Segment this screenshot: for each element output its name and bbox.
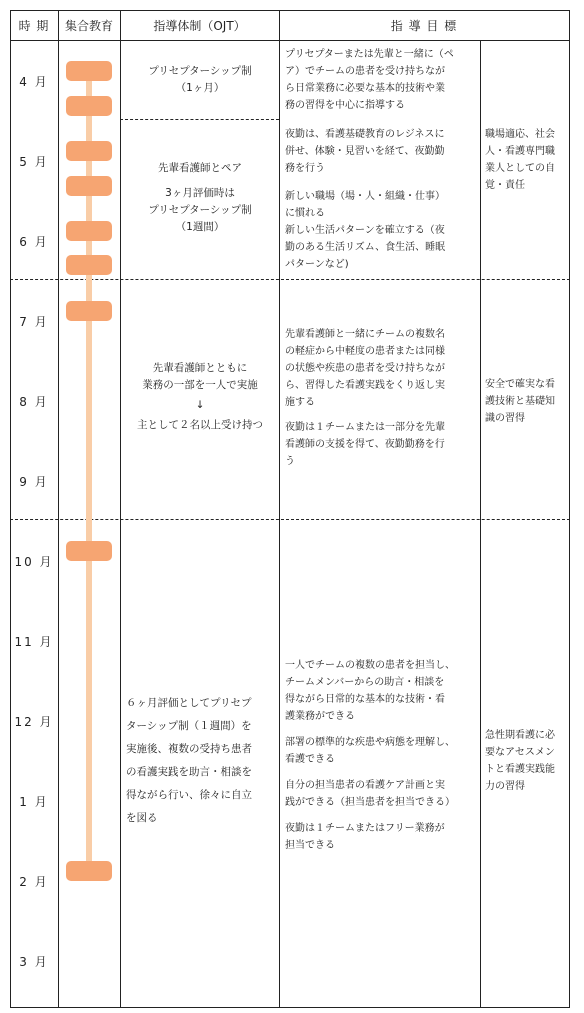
text-line: 一人でチームの複数の患者を担当し、 xyxy=(285,660,455,671)
goal-block-1 xyxy=(285,46,477,114)
text-line: 護業務ができる xyxy=(285,711,355,722)
goal-block-4 xyxy=(285,657,479,854)
text-line: 務の習得を中心に指導する xyxy=(285,100,405,111)
month-label: 4 月 xyxy=(19,75,49,89)
text-line: 護技術と基礎知 xyxy=(485,396,555,407)
col-divider-4 xyxy=(480,40,481,1008)
month-label: 5 月 xyxy=(19,155,49,169)
text-line: の軽症から中軽度の患者または同様 xyxy=(285,346,445,357)
objective-block-2 xyxy=(485,376,567,427)
text-line: 新しい生活パターンを確立する（夜 xyxy=(285,225,445,236)
month-label: 7 月 xyxy=(19,315,49,329)
month-label: 6 月 xyxy=(19,235,49,249)
text-line: チームメンバーからの助言・相談を xyxy=(285,677,445,688)
text-line: 得ながら日常的な基本的な技術・看 xyxy=(285,694,445,705)
text-line: 担当できる xyxy=(285,840,335,851)
ojt-phase-4 xyxy=(126,692,276,830)
objective-block-1 xyxy=(485,126,567,194)
quarter-divider-1 xyxy=(10,279,570,280)
table-bottom-border xyxy=(10,1007,570,1008)
month-label: 10 月 xyxy=(14,555,54,569)
text-line: ら、習得した看護実践をくり返し実 xyxy=(285,380,445,391)
ojt-line: プリセプターシップ制 xyxy=(148,204,252,216)
text-line: 併せ、体験・見習いを経て、夜勤勤 xyxy=(285,146,445,157)
text-line: 務を行う xyxy=(285,163,325,174)
text-line: 践ができる（担当患者を担当できる） xyxy=(285,797,455,808)
ojt-line: 業務の一部を一人で実施 xyxy=(142,379,258,391)
text-line: 力の習得 xyxy=(485,781,525,792)
goal-block-2 xyxy=(285,126,477,273)
text-line: 先輩看護師と一緒にチームの複数名 xyxy=(285,329,445,340)
month-label: 1 月 xyxy=(19,795,49,809)
text-line: 新しい職場（場・人・組織・仕事） xyxy=(285,191,445,202)
text-line: 夜勤は１チームまたはフリー業務が xyxy=(285,823,445,834)
training-session-bar xyxy=(66,541,112,561)
text-line: 看護できる xyxy=(285,754,335,765)
text-line: ア）でチームの患者を受け持ちなが xyxy=(285,66,445,77)
goal-block-3 xyxy=(285,326,477,470)
ojt-phase-1 xyxy=(124,63,276,97)
training-session-bar xyxy=(66,255,112,275)
header-period: 時 期 xyxy=(18,18,50,33)
ojt-line: の看護実践を助言・相談を xyxy=(126,766,252,778)
text-line: う xyxy=(285,456,295,467)
ojt-line: 主として２名以上受け持つ xyxy=(137,419,263,431)
month-label: 3 月 xyxy=(19,955,49,969)
ojt-line: 先輩看護師とペア xyxy=(158,162,242,174)
text-line: 識の習得 xyxy=(485,413,525,424)
objective-block-3 xyxy=(485,727,567,795)
text-line: 夜勤は、看護基礎教育のレジネスに xyxy=(285,129,445,140)
ojt-phase-2 xyxy=(124,160,276,236)
text-line: 部署の標準的な疾患や病態を理解し、 xyxy=(285,737,455,748)
quarter-divider-2 xyxy=(10,519,570,520)
ojt-line: ６ヶ月評価としてプリセプ xyxy=(126,697,252,709)
text-line: の状態や疾患の患者を受け持ちなが xyxy=(285,363,445,374)
header-goals: 指 導 目 標 xyxy=(390,18,458,33)
training-session-bar xyxy=(66,61,112,81)
training-session-bar xyxy=(66,861,112,881)
month-label: 8 月 xyxy=(19,395,49,409)
text-line: 勤のある生活リズム、食生活、睡眠 xyxy=(285,242,446,253)
col-divider-2 xyxy=(120,10,121,1008)
training-session-bar xyxy=(66,176,112,196)
training-session-bar xyxy=(66,221,112,241)
ojt-phase-3 xyxy=(124,360,276,434)
text-line: 夜勤は１チームまたは一部分を先輩 xyxy=(285,422,445,433)
text-line: 急性期看護に必 xyxy=(485,730,555,741)
ojt-line: 先輩看護師とともに xyxy=(152,362,248,374)
table-right-border xyxy=(569,10,570,1008)
training-session-bar xyxy=(66,301,112,321)
ojt-line: プリセプターシップ制 xyxy=(148,65,252,77)
month-label: 9 月 xyxy=(19,475,49,489)
text-line: 職場適応、社会 xyxy=(485,129,555,140)
month-label: 11 月 xyxy=(14,635,54,649)
header-divider xyxy=(10,40,570,41)
ojt-phase-divider xyxy=(120,119,279,120)
text-line: に慣れる xyxy=(285,208,325,219)
ojt-line: を図る xyxy=(126,812,158,824)
ojt-line: ターシップ制（１週間）を xyxy=(126,720,252,732)
ojt-line: （1週間） xyxy=(175,221,225,233)
ojt-line: 実施後、複数の受持ち患者 xyxy=(126,743,252,755)
text-line: 自分の担当患者の看護ケア計画と実 xyxy=(285,780,445,791)
text-line: 施する xyxy=(285,397,315,408)
col-divider-3 xyxy=(279,10,280,1008)
text-line: トと看護実践能 xyxy=(485,764,555,775)
text-line: ら日常業務に必要な基本的技術や業 xyxy=(285,83,445,94)
header-group-education: 集合教育 xyxy=(64,18,113,33)
col-divider-1 xyxy=(58,10,59,1008)
ojt-line: （1ヶ月） xyxy=(175,82,225,94)
header-ojt-system: 指導体制（OJT） xyxy=(153,18,246,33)
text-line: パターンなど) xyxy=(285,259,349,270)
text-line: プリセプターまたは先輩と一緒に（ペ xyxy=(285,49,454,60)
ojt-arrow: ↓ xyxy=(195,399,205,411)
text-line: 人・看護専門職 xyxy=(485,146,555,157)
ojt-line: 3ヶ月評価時は xyxy=(165,187,235,199)
month-label: 12 月 xyxy=(14,715,54,729)
text-line: 看護師の支援を得て、夜勤勤務を行 xyxy=(285,439,445,450)
training-session-bar xyxy=(66,96,112,116)
text-line: 業人としての自 xyxy=(485,163,555,174)
training-session-bar xyxy=(66,141,112,161)
text-line: 要なアセスメン xyxy=(485,747,555,758)
text-line: 覚・責任 xyxy=(485,180,525,191)
text-line: 安全で確実な看 xyxy=(485,379,555,390)
month-label: 2 月 xyxy=(19,875,49,889)
ojt-line: 得ながら行い、徐々に自立 xyxy=(126,789,252,801)
